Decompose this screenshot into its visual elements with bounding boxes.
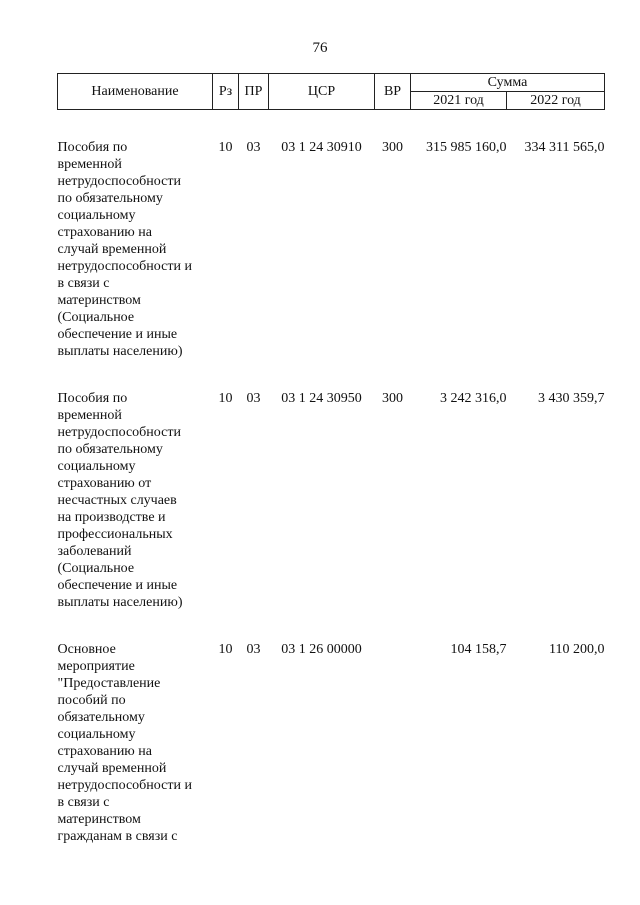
cell-sum-2022: 110 200,0	[549, 642, 605, 657]
cell-rz: 10	[218, 391, 233, 406]
header-csr: ЦСР	[269, 74, 375, 110]
name-line: нетрудоспособности	[57, 174, 181, 189]
header-year-2022: 2022 год	[507, 92, 605, 110]
name-line: заболеваний	[57, 544, 132, 559]
name-line: несчастных случаев	[57, 493, 177, 508]
cell-csr: 03 1 24 30950	[281, 391, 362, 406]
name-line: материнством	[57, 812, 141, 827]
cell-rz: 10	[218, 642, 233, 657]
name-line: обеспечение и иные	[57, 327, 178, 342]
table-row	[58, 641, 605, 845]
name-line: (Социальное	[57, 561, 135, 576]
name-line: пособий по	[57, 693, 126, 708]
name-line: обязательному	[57, 710, 145, 725]
cell-pr: 03	[246, 642, 261, 657]
cell-sum-2021: 104 158,7	[450, 642, 507, 657]
table-row	[58, 390, 605, 611]
name-line: выплаты населению)	[57, 595, 183, 610]
cell-sum-2022: 334 311 565,0	[524, 140, 605, 155]
cell-csr: 03 1 24 30910	[281, 140, 362, 155]
header-year-2021: 2021 год	[411, 92, 507, 110]
name-line: обеспечение и иные	[57, 578, 178, 593]
header-rz: Рз	[213, 74, 239, 110]
cell-pr: 03	[246, 140, 261, 155]
name-line: (Социальное	[57, 310, 135, 325]
name-line: Пособия по	[57, 140, 128, 155]
cell-name	[58, 390, 213, 611]
name-line: "Предоставление	[57, 676, 161, 691]
cell-sum-2021: 3 242 316,0	[440, 391, 507, 406]
name-line: в связи с	[57, 276, 110, 291]
name-line: мероприятие	[57, 659, 135, 674]
name-line: страхованию на	[57, 744, 152, 759]
header-pr: ПР	[239, 74, 269, 110]
name-line: нетрудоспособности и	[57, 778, 192, 793]
name-line: страхованию от	[57, 476, 152, 491]
cell-vr	[375, 641, 411, 845]
name-line: временной	[57, 408, 122, 423]
name-line: гражданам в связи с	[57, 829, 178, 844]
name-line: социальному	[57, 459, 136, 474]
name-line: в связи с	[57, 795, 110, 810]
cell-pr: 03	[246, 391, 261, 406]
name-line: Пособия по	[57, 391, 128, 406]
page-number: 76	[312, 40, 328, 56]
cell-sum-2022: 3 430 359,7	[538, 391, 605, 406]
cell-csr: 03 1 26 00000	[281, 642, 362, 657]
header-sum: Сумма	[411, 74, 605, 92]
name-line: на производстве и	[57, 510, 166, 525]
header-vr: ВР	[375, 74, 411, 110]
name-line: по обязательному	[57, 191, 163, 206]
name-line: нетрудоспособности и	[57, 259, 192, 274]
name-line: по обязательному	[57, 442, 163, 457]
cell-vr: 300	[382, 391, 403, 406]
name-line: социальному	[57, 727, 136, 742]
name-line: случай временной	[57, 761, 167, 776]
cell-sum-2021: 315 985 160,0	[426, 140, 507, 155]
cell-name	[58, 139, 213, 360]
name-line: профессиональных	[57, 527, 173, 542]
name-line: Основное	[57, 642, 116, 657]
budget-table	[57, 73, 605, 845]
name-line: материнством	[57, 293, 141, 308]
name-line: социальному	[57, 208, 136, 223]
name-line: нетрудоспособности	[57, 425, 181, 440]
name-line: страхованию на	[57, 225, 152, 240]
name-line: случай временной	[57, 242, 167, 257]
header-name: Наименование	[58, 74, 213, 110]
name-line: выплаты населению)	[57, 344, 183, 359]
cell-rz: 10	[218, 140, 233, 155]
cell-name	[58, 641, 213, 845]
table-row	[58, 139, 605, 360]
cell-vr: 300	[382, 140, 403, 155]
name-line: временной	[57, 157, 122, 172]
